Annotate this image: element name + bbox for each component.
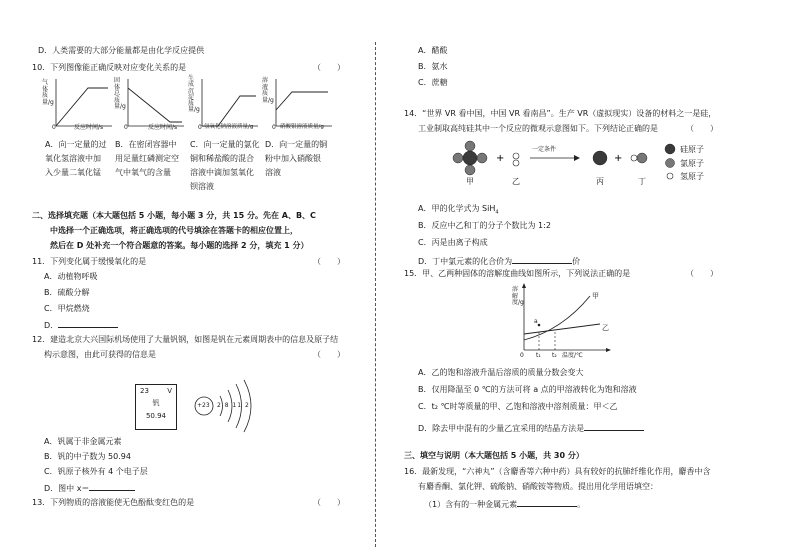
svg-text:+: +	[614, 153, 623, 164]
q10-stem: 10．下列图像能正确反映对应变化关系的是	[32, 63, 187, 72]
q13-option-c: C．蔗糖	[418, 78, 448, 87]
q15-curve-jia-label: 甲	[592, 292, 599, 300]
nucleus-charge: +23	[197, 402, 210, 409]
q10-answer-paren: （ ）	[313, 63, 345, 72]
q15-option-a: A．乙的饱和溶液升温后溶质的质量分数会变大	[418, 368, 584, 377]
q15-graph-point-a: a	[534, 318, 538, 325]
q11-option-c: C．甲烷燃烧	[44, 304, 90, 313]
q15-stem: 15．甲、乙两种固体的溶解度曲线如图所示，下列说法正确的是	[404, 269, 631, 278]
atomic-mass: 50.94	[145, 412, 167, 420]
q16-line2: 有麝香酮、氯化钾、硫酸钠、硝酸铵等物质。提出用化学用语填空：	[418, 482, 658, 491]
vanadium-periodic-tile	[135, 384, 177, 430]
q14-answer-paren: （ ）	[686, 124, 718, 133]
q10-graph-b-origin: 0	[124, 124, 128, 131]
q14-stem-line2: 工业制取高纯硅其中一个反应的微观示意图如下。下列结论正确的是	[418, 124, 658, 133]
q10-option-c: C．向一定量的氯化 铜和稀盐酸的混合 溶液中滴加氢氧化 钡溶液	[190, 140, 260, 191]
section2-heading-line3: 然后在 D 处补充一个符合题意的答案。每小题的选择 2 分，填充 1 分）	[50, 241, 309, 250]
q12-stem-line2: 构示意图，由此可获得的信息是	[44, 350, 156, 359]
q14-option-c: C．丙是由离子构成	[418, 238, 488, 247]
q15-option-d: D．除去甲中混有的少量乙宜采用的结晶方法是	[418, 422, 644, 434]
q13-stem: 13．下列物质的溶液能使无色酚酞变红色的是	[32, 498, 195, 507]
q13-answer-paren: （ ）	[313, 498, 345, 507]
q14-option-a: A．甲的化学式为 SiH$_4$	[418, 204, 499, 216]
q10-graph-b-xlabel: 反应时间/s	[148, 124, 178, 131]
q14-option-b: B．反应中乙和丁的分子个数比为 1:2	[418, 221, 551, 230]
q14-legend	[662, 143, 678, 185]
q10-graph-d-ylabel: 溶液质量/g	[262, 77, 274, 104]
q15-graph-t2: t₂	[552, 352, 557, 359]
q14-option-d: D．丁中氯元素的化合价为 价	[418, 257, 581, 266]
electron-shells: 2 8 11 2	[217, 402, 250, 409]
q12-blank	[89, 482, 135, 491]
q10-graph-c-xlabel: 氢氧化钠溶液质量/g	[204, 124, 254, 130]
q15-graph-xlabel: 温度/℃	[562, 352, 583, 359]
q10-graph-a-origin: 0	[52, 124, 56, 131]
q15-graph-origin: 0	[520, 352, 524, 359]
q11-blank	[58, 319, 118, 328]
q10-graph-c-ylabel: 生成沉淀质量/g	[188, 75, 200, 114]
q15-curve-yi-label: 乙	[602, 324, 609, 332]
q11-option-a: A．动植物呼吸	[44, 272, 98, 281]
q12-option-a: A．钒属于非金属元素	[44, 437, 122, 446]
q16-line1: 16．最新发现，“六神丸”（含麝香等六种中药）具有较好的抗肺纤维化作用，麝香中含	[404, 467, 711, 476]
q15-blank	[584, 422, 644, 431]
svg-text:+: +	[496, 153, 505, 164]
q10-graph-d-xlabel: 硝酸银溶液质量/g	[280, 124, 324, 130]
section2-heading-line1: 二、选择填充题（本大题包括 5 小题，每小题 3 分，共 15 分。先在 A、B、C	[32, 211, 316, 220]
q12-stem-line1: 12．建造北京大兴国际机场使用了大量钒钢，如图是钒在元素周期表中的信息及原子结	[32, 335, 339, 344]
label-jia: 甲	[466, 177, 474, 186]
element-symbol: V	[167, 387, 172, 395]
reaction-condition: 一定条件	[532, 146, 557, 153]
q12-option-c: C．钒原子核外有 4 个电子层	[44, 467, 148, 476]
q15-option-b: B．仅用降温至 0 ℃的方法可将 a 点的甲溶液转化为饱和溶液	[418, 385, 637, 394]
q15-option-c: C．t₂ ℃时等质量的甲、乙饱和溶液中溶剂质量：甲＜乙	[418, 402, 618, 411]
q10-graph-a-xlabel: 反应时间/s	[74, 124, 104, 131]
q13-option-a: A．醋酸	[418, 46, 448, 55]
label-bing: 丙	[596, 177, 604, 186]
q10-graph-a-ylabel: 气体质量/g	[42, 79, 54, 106]
legend-chlorine: 氯原子	[680, 159, 704, 168]
label-yi: 乙	[512, 177, 520, 186]
q11-option-b: B．硫酸分解	[44, 288, 90, 297]
q13-option-b: B．氨水	[418, 62, 448, 71]
label-ding: 丁	[638, 177, 646, 186]
q12-answer-paren: （ ）	[313, 350, 345, 359]
q10-option-b: B．在密闭容器中 用足量红磷测定空 气中氧气的含量	[115, 140, 179, 177]
q16-part1: （1）含有的一种金属元素 。	[424, 500, 586, 509]
q15-answer-paren: （ ）	[686, 269, 718, 278]
q10-graph-d-origin: 0	[272, 124, 276, 131]
section2-heading-line2: 中选择一个正确选项，将正确选项的代号填涂在答题卡的相应位置上，	[50, 226, 298, 235]
q10-option-a: A．向一定量的过 氧化氢溶液中加 入少量二氧化锰	[45, 140, 107, 177]
q14-stem-line1: 14．“世界 VR 看中国，中国 VR 看南昌”。生产 VR（虚拟现实）设备的材料之一是硅，	[404, 109, 717, 118]
q16-blank	[517, 498, 577, 507]
q15-graph-ylabel: 溶解度/g	[512, 286, 524, 307]
q10-graph-b-ylabel: 固体总质量/g	[114, 77, 126, 111]
q10-graph-c-origin: 0	[198, 124, 202, 131]
q11-stem: 11．下列变化属于缓慢氧化的是	[32, 257, 147, 266]
column-divider	[375, 42, 376, 547]
q10-option-d: D．向一定量的铜 粉中加入硝酸银 溶液	[265, 140, 328, 177]
legend-hydrogen: 氢原子	[680, 172, 704, 181]
q12-option-b: B．钒的中子数为 50.94	[44, 452, 131, 461]
atomic-number: 23	[140, 387, 149, 395]
element-name: 钒	[152, 399, 160, 407]
q11-option-d: D．	[44, 319, 118, 331]
legend-silicon: 硅原子	[680, 145, 704, 154]
q9-option-d: D．人类需要的大部分能量都是由化学反应提供	[38, 46, 205, 55]
q11-answer-paren: （ ）	[313, 257, 345, 266]
q15-graph-t1: t₁	[536, 352, 541, 359]
section3-heading: 三、填空与说明（本大题包括 5 小题，共 30 分）	[404, 451, 584, 460]
q12-option-d: D．图中 x＝	[44, 482, 135, 494]
q14-blank	[512, 255, 572, 264]
